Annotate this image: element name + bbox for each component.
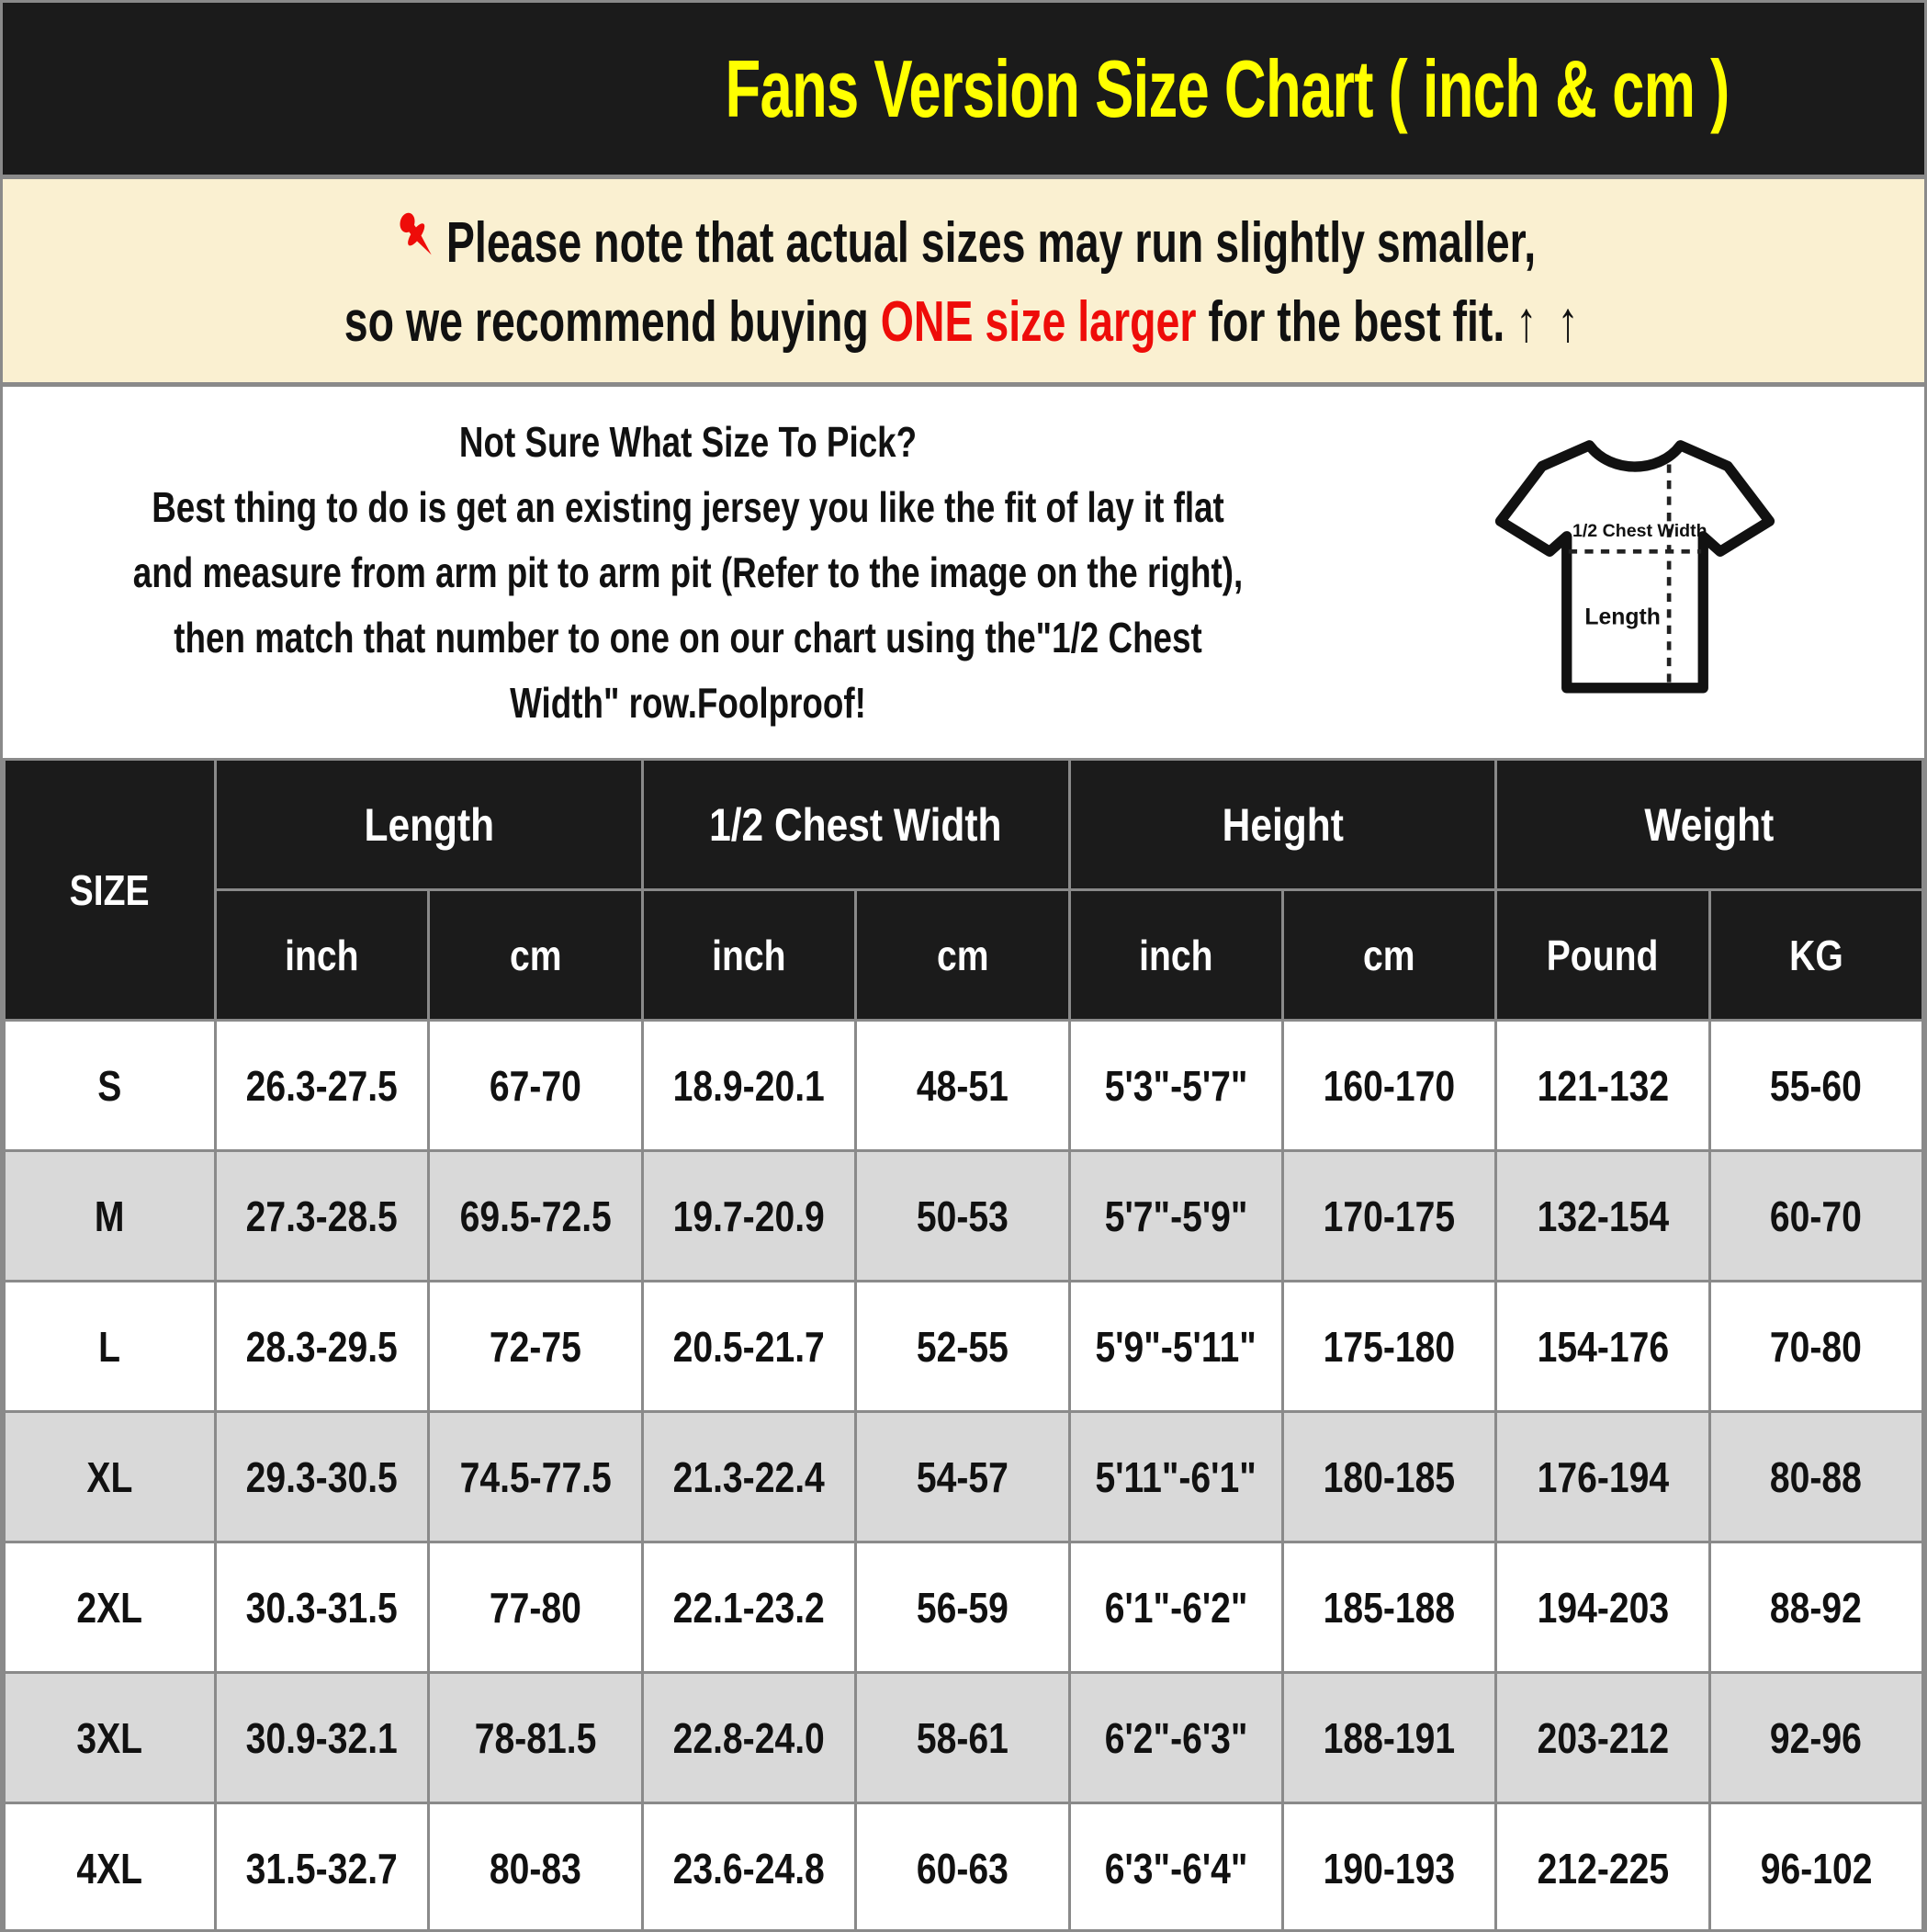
up-arrows: ↑ ↑: [1516, 290, 1583, 354]
size-cell: L: [5, 1282, 216, 1412]
unit-header-row: [5, 890, 1923, 1021]
table-row: [5, 1412, 1923, 1542]
unit-header-weight-kg: KG: [1709, 890, 1922, 1021]
instructions-line-3: and measure from arm pit to arm pit (Refer to the image on the right),: [132, 548, 1244, 596]
title-bar: [3, 3, 1924, 179]
value-cell: 88-92: [1709, 1542, 1922, 1673]
instructions-line-4: then match that number to one on our chart using the"1/2 Chest: [174, 613, 1202, 661]
tshirt-diagram: [1483, 421, 1786, 724]
value-cell: 6'1"-6'2": [1069, 1542, 1282, 1673]
size-table-header: [5, 760, 1923, 1021]
note-text-2-prefix: so we recommend buying: [344, 290, 881, 354]
value-cell: 203-212: [1496, 1673, 1709, 1803]
value-cell: 55-60: [1709, 1021, 1922, 1151]
value-cell: 176-194: [1496, 1412, 1709, 1542]
value-cell: 22.8-24.0: [642, 1673, 855, 1803]
unit-header-height-inch: inch: [1069, 890, 1282, 1021]
value-cell: 48-51: [856, 1021, 1069, 1151]
value-cell: 121-132: [1496, 1021, 1709, 1151]
value-cell: 77-80: [429, 1542, 642, 1673]
unit-header-height-cm: cm: [1282, 890, 1495, 1021]
value-cell: 60-63: [856, 1803, 1069, 1932]
value-cell: 70-80: [1709, 1282, 1922, 1412]
value-cell: 56-59: [856, 1542, 1069, 1673]
col-header-length: Length: [216, 760, 643, 890]
value-cell: 58-61: [856, 1673, 1069, 1803]
unit-header-length-inch: inch: [216, 890, 429, 1021]
value-cell: 23.6-24.8: [642, 1803, 855, 1932]
page-title: Fans Version Size Chart ( inch & cm ): [725, 42, 1730, 134]
size-cell: 4XL: [5, 1803, 216, 1932]
size-cell: S: [5, 1021, 216, 1151]
unit-header-chest-inch: inch: [642, 890, 855, 1021]
note-band: [3, 179, 1924, 387]
value-cell: 180-185: [1282, 1412, 1495, 1542]
value-cell: 170-175: [1282, 1151, 1495, 1282]
value-cell: 188-191: [1282, 1673, 1495, 1803]
value-cell: 132-154: [1496, 1151, 1709, 1282]
value-cell: 54-57: [856, 1412, 1069, 1542]
table-row: [5, 1151, 1923, 1282]
table-row: [5, 1803, 1923, 1932]
value-cell: 18.9-20.1: [642, 1021, 855, 1151]
value-cell: 5'11"-6'1": [1069, 1412, 1282, 1542]
value-cell: 30.9-32.1: [216, 1673, 429, 1803]
value-cell: 154-176: [1496, 1282, 1709, 1412]
value-cell: 185-188: [1282, 1542, 1495, 1673]
value-cell: 30.3-31.5: [216, 1542, 429, 1673]
value-cell: 20.5-21.7: [642, 1282, 855, 1412]
value-cell: 6'3"-6'4": [1069, 1803, 1282, 1932]
value-cell: 26.3-27.5: [216, 1021, 429, 1151]
size-table-body: [5, 1021, 1923, 1932]
value-cell: 80-83: [429, 1803, 642, 1932]
table-row: [5, 1542, 1923, 1673]
value-cell: 190-193: [1282, 1803, 1495, 1932]
instructions-line-2: Best thing to do is get an existing jersey you like the fit of lay it flat: [152, 482, 1224, 531]
value-cell: 72-75: [429, 1282, 642, 1412]
value-cell: 175-180: [1282, 1282, 1495, 1412]
value-cell: 96-102: [1709, 1803, 1922, 1932]
note-line-2: [344, 289, 1583, 355]
note-text-1: Please note that actual sizes may run slightly smaller,: [445, 211, 1537, 275]
value-cell: 19.7-20.9: [642, 1151, 855, 1282]
value-cell: 60-70: [1709, 1151, 1922, 1282]
value-cell: 212-225: [1496, 1803, 1709, 1932]
value-cell: 27.3-28.5: [216, 1151, 429, 1282]
unit-header-weight-pound: Pound: [1496, 890, 1709, 1021]
tshirt-outline: [1501, 446, 1770, 688]
unit-header-length-cm: cm: [429, 890, 642, 1021]
value-cell: 21.3-22.4: [642, 1412, 855, 1542]
diagram-length-label: Length: [1584, 604, 1661, 630]
value-cell: 31.5-32.7: [216, 1803, 429, 1932]
value-cell: 5'7"-5'9": [1069, 1151, 1282, 1282]
table-row: [5, 1673, 1923, 1803]
pushpin-icon: [391, 207, 444, 277]
value-cell: 5'3"-5'7": [1069, 1021, 1282, 1151]
col-header-weight: Weight: [1496, 760, 1923, 890]
value-cell: 52-55: [856, 1282, 1069, 1412]
col-header-chest-width: 1/2 Chest Width: [642, 760, 1069, 890]
unit-header-chest-cm: cm: [856, 890, 1069, 1021]
size-cell: 2XL: [5, 1542, 216, 1673]
value-cell: 92-96: [1709, 1673, 1922, 1803]
size-cell: XL: [5, 1412, 216, 1542]
value-cell: 78-81.5: [429, 1673, 642, 1803]
value-cell: 5'9"-5'11": [1069, 1282, 1282, 1412]
instructions-section: [3, 387, 1924, 758]
instructions-heading: Not Sure What Size To Pick?: [458, 417, 918, 466]
value-cell: 194-203: [1496, 1542, 1709, 1673]
value-cell: 28.3-29.5: [216, 1282, 429, 1412]
diagram-chest-label: 1/2 Chest Width: [1572, 520, 1707, 541]
value-cell: 50-53: [856, 1151, 1069, 1282]
value-cell: 80-88: [1709, 1412, 1922, 1542]
note-line-1: [391, 207, 1536, 277]
table-row: [5, 1282, 1923, 1412]
size-table: [3, 758, 1924, 1932]
group-header-row: [5, 760, 1923, 890]
instructions-line-5: Width" row.Foolproof!: [510, 678, 866, 727]
size-cell: M: [5, 1151, 216, 1282]
note-text-2-suffix: for the best fit.: [1196, 290, 1505, 354]
value-cell: 74.5-77.5: [429, 1412, 642, 1542]
col-header-size: SIZE: [5, 760, 216, 1021]
size-cell: 3XL: [5, 1673, 216, 1803]
value-cell: 67-70: [429, 1021, 642, 1151]
value-cell: 69.5-72.5: [429, 1151, 642, 1282]
value-cell: 6'2"-6'3": [1069, 1673, 1282, 1803]
col-header-height: Height: [1069, 760, 1496, 890]
value-cell: 29.3-30.5: [216, 1412, 429, 1542]
one-size-larger-highlight: ONE size larger: [880, 290, 1197, 354]
value-cell: 160-170: [1282, 1021, 1495, 1151]
table-row: [5, 1021, 1923, 1151]
value-cell: 22.1-23.2: [642, 1542, 855, 1673]
